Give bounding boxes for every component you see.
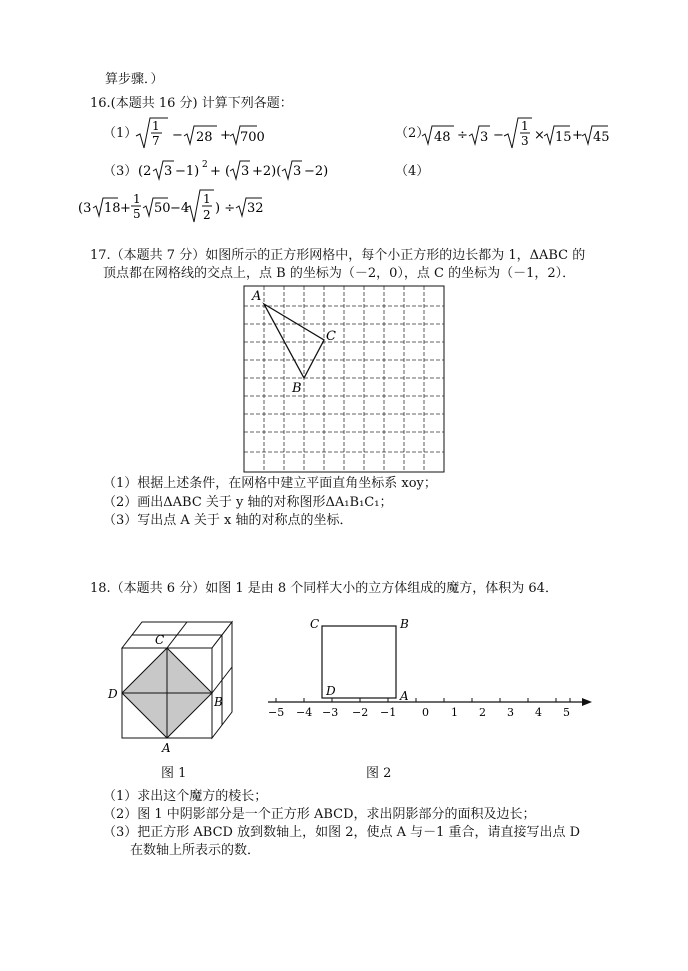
svg-text:−1: −1 bbox=[380, 706, 397, 719]
svg-text:3: 3 bbox=[241, 164, 250, 179]
svg-text:3: 3 bbox=[521, 134, 529, 148]
svg-text:B: B bbox=[214, 695, 223, 709]
svg-text:+: + bbox=[120, 201, 131, 216]
svg-text:+2)(: +2)( bbox=[252, 164, 282, 179]
q16-part3-label: （3） bbox=[103, 164, 138, 179]
label-c: C bbox=[326, 329, 336, 344]
svg-text:−4: −4 bbox=[170, 201, 190, 216]
label-a: A bbox=[252, 289, 262, 304]
q18-sub3-cont: 在数轴上所表示的数． bbox=[130, 843, 261, 858]
figure1-cube bbox=[100, 614, 250, 760]
svg-text:−1): −1) bbox=[175, 164, 200, 179]
svg-text:2: 2 bbox=[203, 208, 211, 222]
q16-part2-label: （2） bbox=[395, 126, 430, 141]
svg-text:−2): −2) bbox=[304, 164, 329, 179]
q16-part2-expression bbox=[420, 114, 610, 154]
svg-text:−5: −5 bbox=[268, 706, 285, 719]
svg-text:1: 1 bbox=[203, 192, 211, 206]
svg-text:A: A bbox=[162, 741, 171, 755]
fig2-caption: 图 2 bbox=[366, 766, 392, 781]
q17-sub1: （1）根据上述条件，在网格中建立平面直角坐标系 xoy； bbox=[103, 476, 437, 491]
q17-grid-figure bbox=[238, 282, 450, 474]
svg-text:18: 18 bbox=[104, 201, 121, 216]
svg-text:3: 3 bbox=[164, 164, 173, 179]
svg-text:3: 3 bbox=[293, 164, 302, 179]
top-line: 算步骤．） bbox=[105, 72, 164, 87]
svg-text:3: 3 bbox=[480, 130, 489, 145]
q18-line1: 18.（本题共 6 分）如图 1 是由 8 个同样大小的立方体组成的魔方，体积为 64． bbox=[90, 581, 558, 596]
svg-text:7: 7 bbox=[152, 134, 160, 148]
svg-text:1: 1 bbox=[521, 119, 529, 133]
svg-text:×: × bbox=[534, 128, 545, 143]
q17-line1: 17.（本题共 7 分）如图所示的正方形网格中，每个小正方形的边长都为 1，ΔABC 的 bbox=[90, 248, 586, 263]
svg-text:1: 1 bbox=[152, 119, 160, 133]
svg-text:−3: −3 bbox=[322, 706, 339, 719]
q16-title: 16.(本题共 16 分) 计算下列各题： bbox=[90, 96, 293, 111]
svg-text:3: 3 bbox=[507, 706, 514, 719]
label-b: B bbox=[292, 381, 302, 396]
svg-text:A: A bbox=[400, 689, 409, 703]
triangle-abc bbox=[264, 304, 324, 378]
q17-sub3: （3）写出点 A 关于 x 轴的对称点的坐标． bbox=[103, 513, 353, 528]
svg-text:1: 1 bbox=[133, 192, 141, 206]
svg-text:700: 700 bbox=[240, 130, 265, 145]
q16-part4-expression bbox=[76, 186, 276, 228]
svg-text:5: 5 bbox=[563, 706, 570, 719]
svg-text:−: − bbox=[493, 128, 504, 143]
fig1-caption: 图 1 bbox=[161, 766, 187, 781]
svg-text:B: B bbox=[400, 617, 409, 631]
svg-text:+: + bbox=[572, 128, 583, 143]
svg-text:+: + bbox=[220, 128, 231, 143]
q16-part3-expression bbox=[136, 156, 336, 186]
svg-text:D: D bbox=[108, 687, 118, 701]
q18-sub1: （1）求出这个魔方的棱长； bbox=[103, 789, 268, 804]
q18-sub2: （2）图 1 中阴影部分是一个正方形 ABCD，求出阴影部分的面积及边长； bbox=[103, 807, 536, 822]
figure2-number-line bbox=[262, 612, 596, 722]
svg-text:C: C bbox=[155, 633, 165, 647]
svg-text:45: 45 bbox=[593, 130, 610, 145]
svg-text:0: 0 bbox=[422, 706, 429, 719]
svg-text:1: 1 bbox=[451, 706, 458, 719]
svg-text:D: D bbox=[326, 684, 336, 698]
q16-part4-label: （4） bbox=[395, 164, 430, 179]
svg-text:2: 2 bbox=[479, 706, 486, 719]
svg-text:−4: −4 bbox=[296, 706, 313, 719]
q18-sub3: （3）把正方形 ABCD 放到数轴上，如图 2，使点 A 与－1 重合，请直接写出点 D bbox=[103, 825, 581, 840]
svg-text:÷: ÷ bbox=[457, 128, 468, 143]
q17-sub2: （2）画出ΔABC 关于 y 轴的对称图形ΔA₁B₁C₁； bbox=[103, 495, 393, 510]
q16-part1-expression bbox=[134, 114, 265, 154]
svg-text:4: 4 bbox=[535, 706, 542, 719]
svg-text:5: 5 bbox=[133, 207, 141, 221]
svg-text:2: 2 bbox=[202, 160, 208, 170]
svg-text:−: − bbox=[172, 128, 183, 143]
q17-line2: 顶点都在网格线的交点上，点 B 的坐标为（－2，0），点 C 的坐标为（－1，2）． bbox=[103, 266, 576, 281]
svg-text:32: 32 bbox=[247, 201, 264, 216]
svg-text:C: C bbox=[310, 617, 320, 631]
svg-text:−2: −2 bbox=[352, 706, 369, 719]
svg-text:(3: (3 bbox=[78, 201, 92, 216]
svg-text:48: 48 bbox=[434, 130, 451, 145]
q16-part1-label: （1） bbox=[103, 126, 138, 141]
svg-text:28: 28 bbox=[196, 130, 213, 145]
svg-text:50: 50 bbox=[154, 201, 171, 216]
svg-text:) ÷: ) ÷ bbox=[215, 201, 236, 216]
svg-text:(2: (2 bbox=[138, 164, 152, 179]
svg-text:+ (: + ( bbox=[210, 164, 231, 179]
svg-text:15: 15 bbox=[555, 130, 572, 145]
